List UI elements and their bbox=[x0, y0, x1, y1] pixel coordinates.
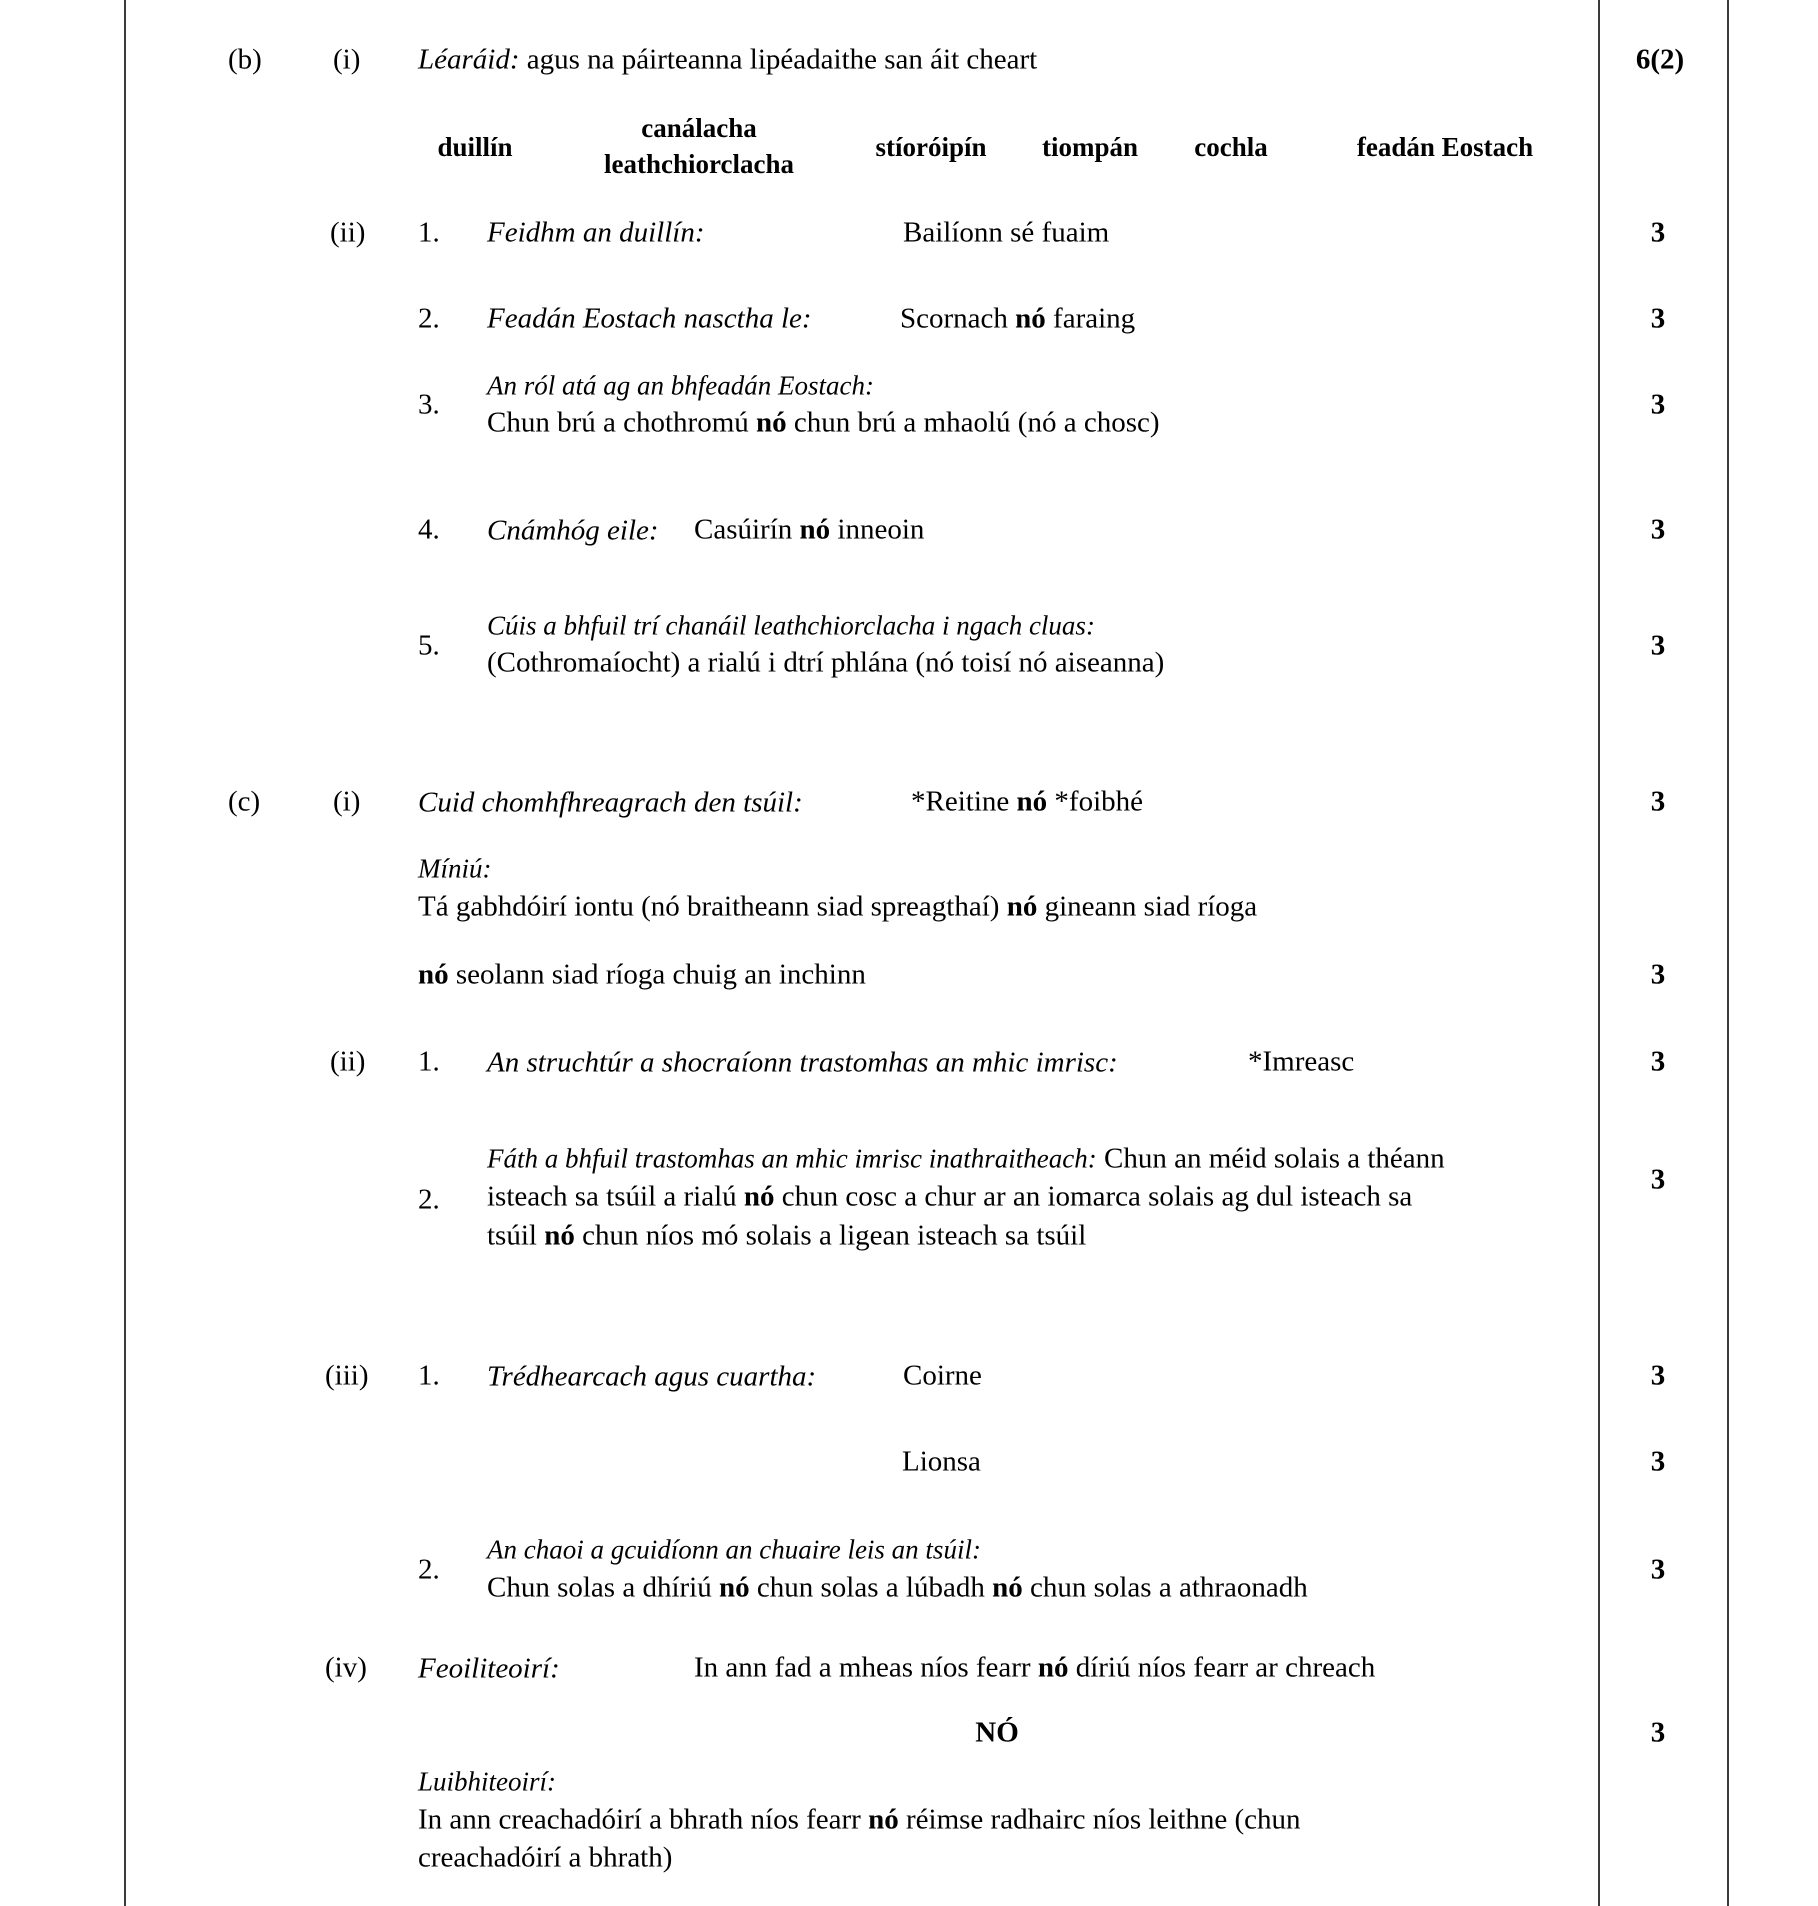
or-keyword: nó bbox=[756, 406, 787, 439]
or-keyword: nó bbox=[743, 1180, 775, 1213]
subpart-label-c-i: (i) bbox=[333, 785, 361, 818]
b-i-question bbox=[418, 43, 1038, 76]
or-keyword: nó bbox=[799, 513, 831, 546]
c-iv-prompt-feoiliteoiri: Feoiliteoirí: bbox=[418, 1652, 560, 1685]
b-ii-1-prompt: Feidhm an duillín: bbox=[487, 216, 705, 249]
answer-part: In ann fad a mheas níos fearr bbox=[694, 1651, 1038, 1684]
b-ii-4-prompt: Cnámhóg eile: bbox=[487, 514, 659, 547]
b-ii-2-number: 2. bbox=[418, 302, 440, 335]
c-iii-1-answer-lionsa: Lionsa bbox=[902, 1445, 981, 1478]
table-right-border bbox=[1727, 0, 1729, 1906]
answer-part: chun níos mó solais a ligean isteach sa tsúil bbox=[574, 1219, 1087, 1252]
mark-c-iii-1a: 3 bbox=[1650, 1359, 1666, 1392]
part-label-c: (c) bbox=[228, 785, 261, 818]
b-ii-2-prompt: Feadán Eostach nasctha le: bbox=[487, 302, 812, 335]
mark-c-i-2: 3 bbox=[1650, 958, 1666, 991]
or-keyword: nó bbox=[1006, 890, 1038, 923]
or-keyword: nó bbox=[1016, 785, 1048, 818]
mark-b-ii-3: 3 bbox=[1650, 388, 1666, 421]
mark-b-ii-1: 3 bbox=[1650, 216, 1666, 249]
answer-part: Scornach bbox=[900, 302, 1016, 335]
answer-part: Chun brú a chothromú bbox=[487, 406, 757, 439]
answer-part: tsúil bbox=[487, 1219, 545, 1252]
mark-c-iii-2: 3 bbox=[1650, 1553, 1666, 1586]
c-i-miniu-line1 bbox=[418, 890, 1258, 923]
part-feadan-eostach: feadán Eostach bbox=[1356, 132, 1534, 162]
part-canalacha-leathchiorclacha bbox=[604, 110, 794, 182]
answer-part: Chun an méid solais a théann bbox=[1096, 1142, 1445, 1175]
mark-c-iii-1b: 3 bbox=[1650, 1445, 1666, 1478]
answer-part: *foibhé bbox=[1047, 785, 1143, 818]
c-ii-1-number: 1. bbox=[418, 1045, 440, 1078]
or-keyword: nó bbox=[868, 1803, 899, 1836]
c-i-miniu-prompt: Míniú: bbox=[418, 853, 492, 884]
subpart-label-b-ii: (ii) bbox=[330, 216, 366, 249]
marks-column-divider bbox=[1598, 0, 1600, 1906]
answer-part: Tá gabhdóirí iontu (nó braitheann siad spreagthaí) bbox=[418, 890, 1007, 923]
mark-c-ii-2: 3 bbox=[1650, 1163, 1666, 1196]
c-ii-2-line3 bbox=[487, 1219, 1087, 1252]
answer-part: réimse radhairc níos leithne (chun bbox=[898, 1803, 1301, 1836]
subpart-label-c-ii: (ii) bbox=[330, 1045, 366, 1078]
answer-part: díriú níos fearr ar chreach bbox=[1068, 1651, 1376, 1684]
b-ii-5-number: 5. bbox=[418, 629, 440, 662]
c-iii-2-prompt: An chaoi a gcuidíonn an chuaire leis an tsúil: bbox=[487, 1534, 981, 1565]
c-iii-2-answer bbox=[487, 1571, 1308, 1604]
or-keyword: nó bbox=[418, 958, 449, 991]
answer-part: seolann siad ríoga chuig an inchinn bbox=[448, 958, 866, 991]
c-ii-1-answer: *Imreasc bbox=[1248, 1045, 1355, 1078]
c-i-prompt: Cuid chomhfhreagrach den tsúil: bbox=[418, 786, 803, 819]
c-iv-answer-luibhiteoiri-line2: creachadóirí a bhrath) bbox=[418, 1841, 673, 1874]
b-i-text: agus na páirteanna lipéadaithe san áit cheart bbox=[519, 43, 1038, 76]
part-duillin: duillín bbox=[437, 132, 513, 162]
c-iii-1-number: 1. bbox=[418, 1359, 440, 1392]
mark-b-i: 6(2) bbox=[1635, 43, 1685, 76]
c-i-miniu-line2 bbox=[418, 958, 866, 991]
c-iv-answer-feoiliteoiri bbox=[694, 1651, 1376, 1684]
answer-part: Casúirín bbox=[694, 513, 800, 546]
c-iii-1-answer-coirne: Coirne bbox=[903, 1359, 982, 1392]
subpart-label-c-iii: (iii) bbox=[325, 1359, 369, 1392]
b-ii-5-answer: (Cothromaíocht) a rialú i dtrí phlána (nó toisí nó aiseanna) bbox=[487, 646, 1165, 679]
or-keyword: nó bbox=[992, 1571, 1023, 1604]
part-label-b: (b) bbox=[228, 43, 262, 76]
c-ii-2-prompt: Fáth a bhfuil trastomhas an mhic imrisc inathraitheach: bbox=[487, 1143, 1097, 1174]
answer-part: gineann siad ríoga bbox=[1037, 890, 1258, 923]
c-iv-prompt-luibhiteoiri: Luibhiteoirí: bbox=[418, 1766, 557, 1797]
or-keyword: nó bbox=[1015, 302, 1046, 335]
mark-b-ii-4: 3 bbox=[1650, 513, 1666, 546]
part-canalacha-line1: canálacha bbox=[641, 113, 757, 143]
mark-b-ii-5: 3 bbox=[1650, 629, 1666, 662]
part-cochla: cochla bbox=[1194, 132, 1268, 162]
c-ii-2-line1 bbox=[487, 1142, 1445, 1175]
part-tiompan: tiompán bbox=[1041, 132, 1139, 162]
b-ii-1-answer: Bailíonn sé fuaim bbox=[903, 216, 1110, 249]
c-ii-2-number: 2. bbox=[418, 1183, 440, 1216]
c-iv-answer-luibhiteoiri-line1 bbox=[418, 1803, 1301, 1836]
subpart-label-b-i: (i) bbox=[333, 43, 361, 76]
answer-part: In ann creachadóirí a bhrath níos fearr bbox=[418, 1803, 869, 1836]
answer-part: chun cosc a chur ar an iomarca solais ag dul isteach sa bbox=[774, 1180, 1413, 1213]
c-iii-1-prompt: Trédhearcach agus cuartha: bbox=[487, 1360, 817, 1393]
answer-part: faraing bbox=[1045, 302, 1136, 335]
b-ii-2-answer bbox=[900, 302, 1136, 335]
mark-c-ii-1: 3 bbox=[1650, 1045, 1666, 1078]
or-separator: NÓ bbox=[975, 1716, 1019, 1749]
b-ii-4-answer bbox=[694, 513, 925, 546]
b-ii-3-number: 3. bbox=[418, 388, 440, 421]
table-left-border bbox=[124, 0, 126, 1906]
answer-part: isteach sa tsúil a rialú bbox=[487, 1180, 744, 1213]
c-ii-2-line2 bbox=[487, 1180, 1413, 1213]
subpart-label-c-iv: (iv) bbox=[325, 1651, 367, 1684]
answer-part: Chun solas a dhíriú bbox=[487, 1571, 719, 1604]
mark-b-ii-2: 3 bbox=[1650, 302, 1666, 335]
c-iii-2-number: 2. bbox=[418, 1553, 440, 1586]
c-i-answer bbox=[911, 785, 1143, 818]
b-ii-3-answer bbox=[487, 406, 1160, 439]
answer-part: *Reitine bbox=[911, 785, 1017, 818]
b-ii-1-number: 1. bbox=[418, 216, 440, 249]
or-keyword: nó bbox=[1037, 1651, 1069, 1684]
or-keyword: nó bbox=[719, 1571, 750, 1604]
or-keyword: nó bbox=[544, 1219, 575, 1252]
part-canalacha-line2: leathchiorclacha bbox=[604, 149, 794, 179]
b-i-prompt: Léaráid: bbox=[418, 43, 520, 76]
part-stioroipin: stíoróipín bbox=[875, 132, 987, 162]
b-ii-5-prompt: Cúis a bhfuil trí chanáil leathchiorclacha i ngach cluas: bbox=[487, 610, 1095, 641]
answer-part: inneoin bbox=[830, 513, 925, 546]
answer-part: chun solas a athraonadh bbox=[1022, 1571, 1308, 1604]
mark-c-i-1: 3 bbox=[1650, 785, 1666, 818]
c-ii-1-prompt: An struchtúr a shocraíonn trastomhas an mhic imrisc: bbox=[487, 1046, 1118, 1079]
b-ii-4-number: 4. bbox=[418, 513, 440, 546]
b-ii-3-prompt: An ról atá ag an bhfeadán Eostach: bbox=[487, 370, 874, 401]
mark-c-iv: 3 bbox=[1650, 1716, 1666, 1749]
answer-part: chun brú a mhaolú (nó a chosc) bbox=[786, 406, 1160, 439]
answer-part: chun solas a lúbadh bbox=[749, 1571, 993, 1604]
